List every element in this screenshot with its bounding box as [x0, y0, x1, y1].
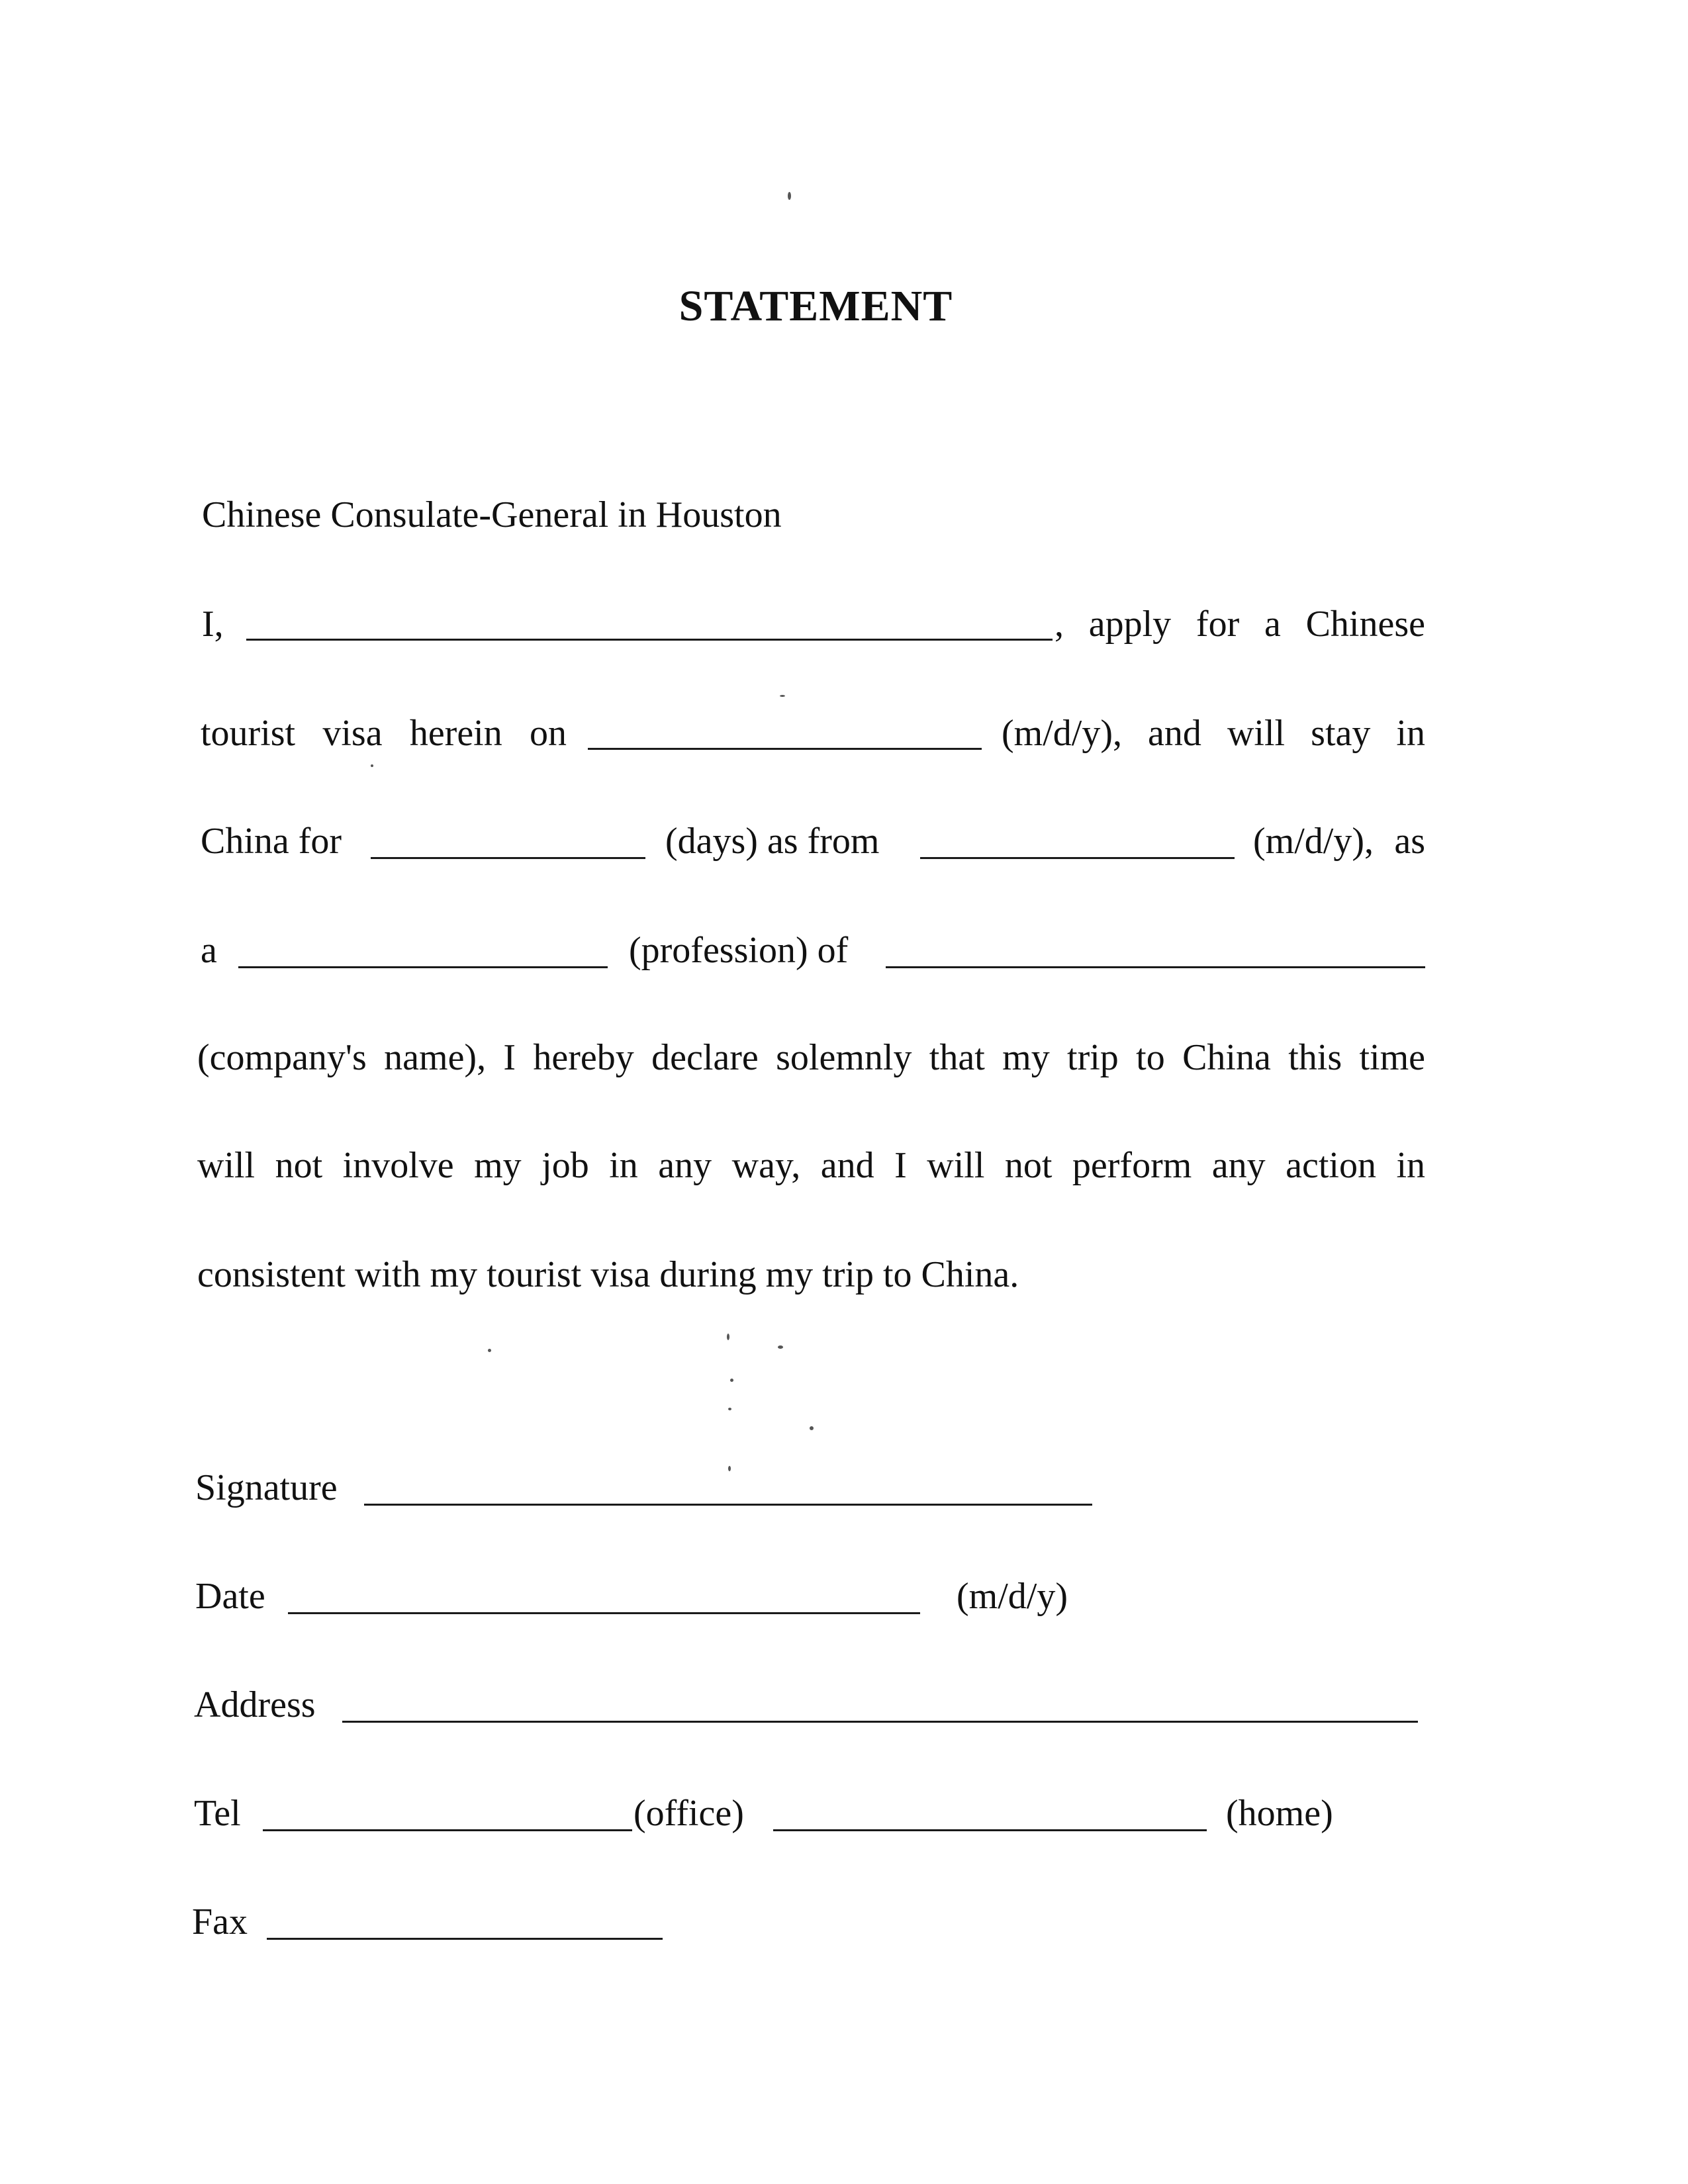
- signature-field[interactable]: [364, 1504, 1092, 1506]
- declaration-line-2: will not involve my job in any way, and I will not perform any action in: [197, 1145, 1425, 1186]
- scan-speck: [780, 695, 785, 697]
- line3-middle: (days) as from: [665, 821, 880, 862]
- addressee-line: Chinese Consulate-General in Houston: [202, 494, 782, 535]
- company-name-field[interactable]: [886, 966, 1425, 968]
- scan-speck: [730, 1379, 733, 1382]
- fax-label: Fax: [192, 1901, 248, 1942]
- tel-home-field[interactable]: [773, 1829, 1207, 1831]
- scan-speck: [488, 1349, 491, 1352]
- date-label: Date: [195, 1576, 265, 1617]
- application-date-field[interactable]: [588, 748, 982, 750]
- scan-speck: [810, 1426, 814, 1430]
- declaration-line-1: (company's name), I hereby declare solemnly that my trip to China this time: [197, 1037, 1425, 1078]
- tel-label: Tel: [194, 1793, 241, 1834]
- line4-middle: (profession) of: [629, 930, 849, 971]
- signature-label: Signature: [195, 1467, 338, 1508]
- line1-suffix: , apply for a Chinese: [1055, 604, 1425, 645]
- address-field[interactable]: [342, 1721, 1418, 1723]
- profession-field[interactable]: [238, 966, 608, 968]
- applicant-name-field[interactable]: [246, 639, 1053, 641]
- scan-speck: [728, 1466, 731, 1471]
- line2-prefix: tourist visa herein on: [201, 713, 567, 754]
- tel-office-field[interactable]: [263, 1829, 632, 1831]
- line2-suffix: (m/d/y), and will stay in: [1002, 713, 1425, 754]
- scan-speck: [371, 764, 373, 767]
- stay-start-date-field[interactable]: [920, 857, 1235, 859]
- scan-speck: [728, 1408, 731, 1410]
- line3-suffix: (m/d/y), as: [1253, 821, 1425, 862]
- line4-prefix: a: [201, 930, 217, 971]
- signature-date-field[interactable]: [288, 1612, 920, 1614]
- scan-speck: [778, 1345, 783, 1349]
- address-label: Address: [194, 1684, 316, 1725]
- tel-home-label: (home): [1226, 1793, 1333, 1834]
- date-format-hint: (m/d/y): [957, 1576, 1068, 1617]
- fax-field[interactable]: [267, 1938, 663, 1940]
- stay-days-field[interactable]: [371, 857, 645, 859]
- line3-prefix: China for: [201, 821, 342, 862]
- declaration-line-3: consistent with my tourist visa during my trip to China.: [197, 1254, 1019, 1295]
- tel-office-label: (office): [633, 1793, 744, 1834]
- scan-speck: [727, 1334, 729, 1340]
- line1-prefix: I,: [202, 604, 224, 645]
- scan-speck: [788, 192, 791, 200]
- page-title: STATEMENT: [679, 282, 953, 330]
